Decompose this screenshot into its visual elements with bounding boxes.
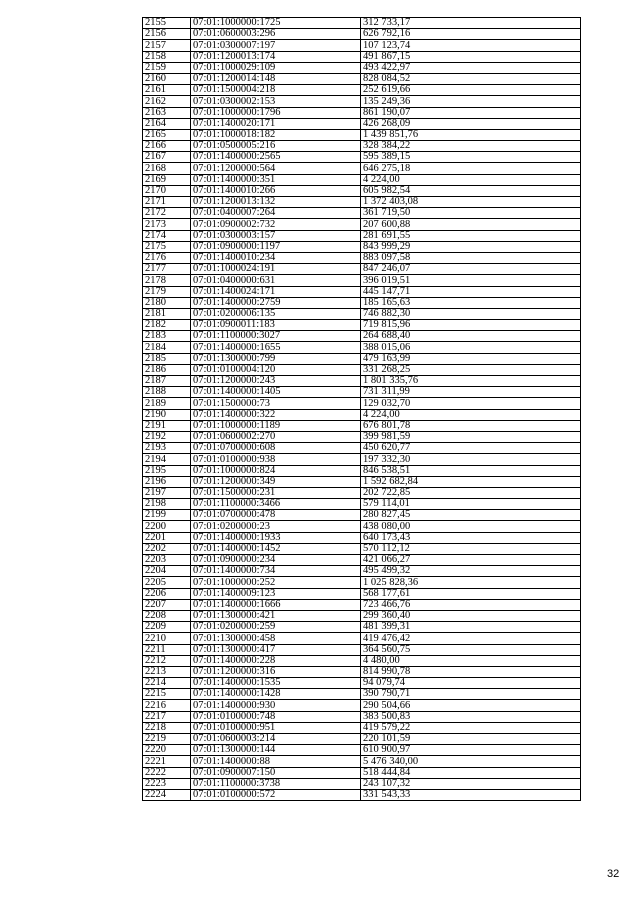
row-number-cell: 2166	[143, 141, 191, 152]
table-row	[143, 532, 581, 543]
cadastral-value-cell: 493 422,97	[361, 62, 581, 73]
row-number-cell: 2203	[143, 555, 191, 566]
row-number-cell: 2180	[143, 297, 191, 308]
row-number-cell: 2171	[143, 197, 191, 208]
cadastral-number-cell: 07:01:0200006:135	[191, 308, 361, 319]
table-row	[143, 387, 581, 398]
cadastral-number-cell: 07:01:1300000:421	[191, 610, 361, 621]
cadastral-value-cell: 4 224,00	[361, 174, 581, 185]
cadastral-number-cell: 07:01:1300000:799	[191, 353, 361, 364]
cadastral-number-cell: 07:01:1500000:73	[191, 398, 361, 409]
row-number-cell: 2211	[143, 644, 191, 655]
table-row	[143, 633, 581, 644]
cadastral-value-cell: 421 066,27	[361, 555, 581, 566]
cadastral-number-cell: 07:01:0100000:572	[191, 789, 361, 800]
row-number-cell: 2163	[143, 107, 191, 118]
row-number-cell: 2164	[143, 118, 191, 129]
row-number-cell: 2212	[143, 655, 191, 666]
cadastral-value-cell: 383 500,83	[361, 711, 581, 722]
table-row	[143, 778, 581, 789]
cadastral-number-cell: 07:01:0300002:153	[191, 96, 361, 107]
cadastral-number-cell: 07:01:0200000:23	[191, 521, 361, 532]
row-number-cell: 2224	[143, 789, 191, 800]
cadastral-number-cell: 07:01:1400000:351	[191, 174, 361, 185]
row-number-cell: 2177	[143, 264, 191, 275]
table-row	[143, 398, 581, 409]
cadastral-number-cell: 07:01:1400000:1428	[191, 689, 361, 700]
cadastral-number-cell: 07:01:0900000:1197	[191, 241, 361, 252]
cadastral-number-cell: 07:01:0600003:296	[191, 29, 361, 40]
row-number-cell: 2199	[143, 510, 191, 521]
row-number-cell: 2167	[143, 152, 191, 163]
table-row	[143, 118, 581, 129]
table-row	[143, 141, 581, 152]
row-number-cell: 2162	[143, 96, 191, 107]
cadastral-number-cell: 07:01:1200013:132	[191, 197, 361, 208]
table-row	[143, 711, 581, 722]
row-number-cell: 2215	[143, 689, 191, 700]
row-number-cell: 2158	[143, 51, 191, 62]
cadastral-number-cell: 07:01:0300007:197	[191, 40, 361, 51]
cadastral-number-cell: 07:01:0900011:183	[191, 320, 361, 331]
cadastral-number-cell: 07:01:1100000:3466	[191, 499, 361, 510]
row-number-cell: 2173	[143, 219, 191, 230]
table-row	[143, 722, 581, 733]
row-number-cell: 2168	[143, 163, 191, 174]
table-row	[143, 510, 581, 521]
cadastral-number-cell: 07:01:0100000:951	[191, 722, 361, 733]
row-number-cell: 2160	[143, 73, 191, 84]
cadastral-number-cell: 07:01:1400000:88	[191, 756, 361, 767]
row-number-cell: 2205	[143, 577, 191, 588]
table-row	[143, 376, 581, 387]
table-row	[143, 197, 581, 208]
cadastral-value-cell: 479 163,99	[361, 353, 581, 364]
cadastral-number-cell: 07:01:0300003:157	[191, 230, 361, 241]
cadastral-number-cell: 07:01:1400000:228	[191, 655, 361, 666]
row-number-cell: 2156	[143, 29, 191, 40]
row-number-cell: 2220	[143, 745, 191, 756]
cadastral-value-cell: 445 147,71	[361, 286, 581, 297]
cadastral-number-cell: 07:01:0600003:214	[191, 734, 361, 745]
table-row	[143, 443, 581, 454]
row-number-cell: 2193	[143, 443, 191, 454]
table-row	[143, 555, 581, 566]
row-number-cell: 2157	[143, 40, 191, 51]
cadastral-number-cell: 07:01:1000024:191	[191, 264, 361, 275]
table-row	[143, 543, 581, 554]
cadastral-number-cell: 07:01:1000018:182	[191, 129, 361, 140]
table-row	[143, 734, 581, 745]
cadastral-value-cell: 135 249,36	[361, 96, 581, 107]
table-row	[143, 789, 581, 800]
table-row	[143, 286, 581, 297]
table-row	[143, 689, 581, 700]
cadastral-value-cell: 450 620,77	[361, 443, 581, 454]
cadastral-number-cell: 07:01:1100000:3027	[191, 331, 361, 342]
cadastral-value-cell: 626 792,16	[361, 29, 581, 40]
cadastral-value-cell: 438 080,00	[361, 521, 581, 532]
cadastral-number-cell: 07:01:0900002:732	[191, 219, 361, 230]
cadastral-value-cell: 312 733,17	[361, 18, 581, 29]
cadastral-number-cell: 07:01:1000000:824	[191, 465, 361, 476]
cadastral-value-cell: 207 600,88	[361, 219, 581, 230]
cadastral-value-cell: 280 827,45	[361, 510, 581, 521]
row-number-cell: 2197	[143, 487, 191, 498]
cadastral-number-cell: 07:01:0100000:938	[191, 454, 361, 465]
page-number: 32	[607, 868, 620, 880]
table-row	[143, 163, 581, 174]
table-row	[143, 521, 581, 532]
cadastral-number-cell: 07:01:1400010:234	[191, 252, 361, 263]
cadastral-number-cell: 07:01:0100004:120	[191, 364, 361, 375]
table-row	[143, 107, 581, 118]
cadastral-number-cell: 07:01:1000000:1796	[191, 107, 361, 118]
cadastral-number-cell: 07:01:1400000:734	[191, 566, 361, 577]
cadastral-number-cell: 07:01:1400009:123	[191, 588, 361, 599]
row-number-cell: 2218	[143, 722, 191, 733]
table-row	[143, 644, 581, 655]
row-number-cell: 2206	[143, 588, 191, 599]
cadastral-value-cell: 396 019,51	[361, 275, 581, 286]
table-row	[143, 241, 581, 252]
table-row	[143, 308, 581, 319]
cadastral-value-cell: 361 719,50	[361, 208, 581, 219]
row-number-cell: 2188	[143, 387, 191, 398]
cadastral-value-cell: 595 389,15	[361, 152, 581, 163]
table-row	[143, 152, 581, 163]
cadastral-value-cell: 328 384,22	[361, 141, 581, 152]
cadastral-value-cell: 1 025 828,36	[361, 577, 581, 588]
table-row	[143, 566, 581, 577]
cadastral-number-cell: 07:01:1400000:1666	[191, 599, 361, 610]
cadastral-value-cell: 281 691,55	[361, 230, 581, 241]
cadastral-value-cell: 1 592 682,84	[361, 476, 581, 487]
row-number-cell: 2207	[143, 599, 191, 610]
table-row	[143, 185, 581, 196]
row-number-cell: 2198	[143, 499, 191, 510]
cadastral-value-cell: 731 311,99	[361, 387, 581, 398]
cadastral-value-cell: 390 790,71	[361, 689, 581, 700]
table-row	[143, 622, 581, 633]
cadastral-value-cell: 723 466,76	[361, 599, 581, 610]
row-number-cell: 2194	[143, 454, 191, 465]
table-row	[143, 431, 581, 442]
row-number-cell: 2165	[143, 129, 191, 140]
row-number-cell: 2201	[143, 532, 191, 543]
cadastral-number-cell: 07:01:1400000:1933	[191, 532, 361, 543]
table-row	[143, 320, 581, 331]
table-row	[143, 465, 581, 476]
row-number-cell: 2187	[143, 376, 191, 387]
table-row	[143, 96, 581, 107]
cadastral-value-cell: 719 815,96	[361, 320, 581, 331]
table-row	[143, 364, 581, 375]
cadastral-number-cell: 07:01:1400000:2565	[191, 152, 361, 163]
row-number-cell: 2170	[143, 185, 191, 196]
cadastral-value-cell: 331 543,33	[361, 789, 581, 800]
cadastral-number-cell: 07:01:1000000:1725	[191, 18, 361, 29]
cadastral-value-cell: 202 722,85	[361, 487, 581, 498]
table-row	[143, 610, 581, 621]
row-number-cell: 2222	[143, 767, 191, 778]
row-number-cell: 2161	[143, 85, 191, 96]
row-number-cell: 2200	[143, 521, 191, 532]
cadastral-number-cell: 07:01:1000029:109	[191, 62, 361, 73]
cadastral-value-cell: 846 538,51	[361, 465, 581, 476]
cadastral-value-cell: 814 990,78	[361, 666, 581, 677]
cadastral-number-cell: 07:01:1400000:322	[191, 409, 361, 420]
cadastral-value-cell: 419 476,42	[361, 633, 581, 644]
cadastral-number-cell: 07:01:1200000:564	[191, 163, 361, 174]
table-row	[143, 487, 581, 498]
table-row	[143, 745, 581, 756]
cadastral-value-cell: 364 560,75	[361, 644, 581, 655]
cadastral-number-cell: 07:01:1400000:1655	[191, 342, 361, 353]
cadastral-value-cell: 640 173,43	[361, 532, 581, 543]
cadastral-value-cell: 518 444,84	[361, 767, 581, 778]
cadastral-number-cell: 07:01:1200013:174	[191, 51, 361, 62]
cadastral-number-cell: 07:01:1400000:1535	[191, 678, 361, 689]
row-number-cell: 2209	[143, 622, 191, 633]
row-number-cell: 2174	[143, 230, 191, 241]
table-row	[143, 85, 581, 96]
row-number-cell: 2182	[143, 320, 191, 331]
table-row	[143, 297, 581, 308]
table-row	[143, 409, 581, 420]
cadastral-value-cell: 843 999,29	[361, 241, 581, 252]
table-row	[143, 666, 581, 677]
cadastral-number-cell: 07:01:1400000:1405	[191, 387, 361, 398]
row-number-cell: 2155	[143, 18, 191, 29]
cadastral-value-table	[142, 17, 581, 801]
cadastral-value-cell: 290 504,66	[361, 700, 581, 711]
cadastral-value-cell: 605 982,54	[361, 185, 581, 196]
row-number-cell: 2185	[143, 353, 191, 364]
table-row	[143, 252, 581, 263]
row-number-cell: 2208	[143, 610, 191, 621]
table-row	[143, 767, 581, 778]
cadastral-value-cell: 331 268,25	[361, 364, 581, 375]
row-number-cell: 2183	[143, 331, 191, 342]
cadastral-number-cell: 07:01:0900007:150	[191, 767, 361, 778]
cadastral-value-cell: 1 801 335,76	[361, 376, 581, 387]
row-number-cell: 2179	[143, 286, 191, 297]
cadastral-value-cell: 861 190,07	[361, 107, 581, 118]
cadastral-value-cell: 4 224,00	[361, 409, 581, 420]
cadastral-value-cell: 495 499,32	[361, 566, 581, 577]
row-number-cell: 2223	[143, 778, 191, 789]
table-row	[143, 51, 581, 62]
row-number-cell: 2217	[143, 711, 191, 722]
table-row	[143, 588, 581, 599]
table-row	[143, 275, 581, 286]
row-number-cell: 2176	[143, 252, 191, 263]
cadastral-value-cell: 129 032,70	[361, 398, 581, 409]
table-row	[143, 208, 581, 219]
cadastral-value-cell: 243 107,32	[361, 778, 581, 789]
row-number-cell: 2213	[143, 666, 191, 677]
table-row	[143, 174, 581, 185]
cadastral-number-cell: 07:01:1200000:349	[191, 476, 361, 487]
cadastral-value-cell: 419 579,22	[361, 722, 581, 733]
row-number-cell: 2169	[143, 174, 191, 185]
table-row	[143, 62, 581, 73]
cadastral-number-cell: 07:01:0700000:478	[191, 510, 361, 521]
cadastral-number-cell: 07:01:1500000:231	[191, 487, 361, 498]
cadastral-value-cell: 426 268,09	[361, 118, 581, 129]
table-body	[143, 18, 581, 801]
table-row	[143, 73, 581, 84]
cadastral-value-cell: 252 619,66	[361, 85, 581, 96]
cadastral-value-cell: 847 246,07	[361, 264, 581, 275]
row-number-cell: 2195	[143, 465, 191, 476]
cadastral-value-cell: 828 084,52	[361, 73, 581, 84]
cadastral-value-cell: 264 688,40	[361, 331, 581, 342]
cadastral-number-cell: 07:01:1300000:417	[191, 644, 361, 655]
cadastral-value-cell: 299 360,40	[361, 610, 581, 621]
cadastral-value-cell: 746 882,30	[361, 308, 581, 319]
row-number-cell: 2210	[143, 633, 191, 644]
row-number-cell: 2172	[143, 208, 191, 219]
cadastral-number-cell: 07:01:0200000:259	[191, 622, 361, 633]
row-number-cell: 2175	[143, 241, 191, 252]
cadastral-number-cell: 07:01:1500004:218	[191, 85, 361, 96]
row-number-cell: 2191	[143, 420, 191, 431]
cadastral-number-cell: 07:01:0700000:608	[191, 443, 361, 454]
cadastral-value-cell: 491 867,15	[361, 51, 581, 62]
table-row	[143, 18, 581, 29]
row-number-cell: 2221	[143, 756, 191, 767]
cadastral-value-cell: 1 439 851,76	[361, 129, 581, 140]
cadastral-value-cell: 399 981,59	[361, 431, 581, 442]
cadastral-value-cell: 570 112,12	[361, 543, 581, 554]
cadastral-value-cell: 220 101,59	[361, 734, 581, 745]
cadastral-number-cell: 07:01:1200000:243	[191, 376, 361, 387]
table-row	[143, 476, 581, 487]
cadastral-value-cell: 388 015,06	[361, 342, 581, 353]
cadastral-number-cell: 07:01:1300000:144	[191, 745, 361, 756]
row-number-cell: 2186	[143, 364, 191, 375]
table-row	[143, 577, 581, 588]
cadastral-value-cell: 610 900,97	[361, 745, 581, 756]
cadastral-value-cell: 197 332,30	[361, 454, 581, 465]
cadastral-number-cell: 07:01:1300000:458	[191, 633, 361, 644]
row-number-cell: 2190	[143, 409, 191, 420]
table-row	[143, 420, 581, 431]
cadastral-value-cell: 579 114,01	[361, 499, 581, 510]
cadastral-number-cell: 07:01:1400020:171	[191, 118, 361, 129]
table-row	[143, 655, 581, 666]
cadastral-number-cell: 07:01:1200000:316	[191, 666, 361, 677]
table-row	[143, 219, 581, 230]
cadastral-value-cell: 4 480,00	[361, 655, 581, 666]
table-row	[143, 331, 581, 342]
cadastral-value-cell: 883 097,58	[361, 252, 581, 263]
cadastral-number-cell: 07:01:1400010:266	[191, 185, 361, 196]
cadastral-value-cell: 481 399,31	[361, 622, 581, 633]
cadastral-number-cell: 07:01:0500005:216	[191, 141, 361, 152]
row-number-cell: 2216	[143, 700, 191, 711]
row-number-cell: 2214	[143, 678, 191, 689]
cadastral-number-cell: 07:01:0400000:631	[191, 275, 361, 286]
table-row	[143, 678, 581, 689]
cadastral-number-cell: 07:01:0100000:748	[191, 711, 361, 722]
cadastral-number-cell: 07:01:1000000:1189	[191, 420, 361, 431]
cadastral-value-cell: 185 165,63	[361, 297, 581, 308]
cadastral-number-cell: 07:01:1400000:1452	[191, 543, 361, 554]
table-row	[143, 129, 581, 140]
cadastral-number-cell: 07:01:0600002:270	[191, 431, 361, 442]
table-row	[143, 454, 581, 465]
table-row	[143, 264, 581, 275]
cadastral-number-cell: 07:01:1400024:171	[191, 286, 361, 297]
cadastral-number-cell: 07:01:1400000:2759	[191, 297, 361, 308]
table-row	[143, 342, 581, 353]
cadastral-value-cell: 676 801,78	[361, 420, 581, 431]
cadastral-value-cell: 568 177,61	[361, 588, 581, 599]
table-row	[143, 700, 581, 711]
table-row	[143, 230, 581, 241]
row-number-cell: 2192	[143, 431, 191, 442]
row-number-cell: 2178	[143, 275, 191, 286]
table-row	[143, 29, 581, 40]
table-row	[143, 499, 581, 510]
table-row	[143, 353, 581, 364]
row-number-cell: 2184	[143, 342, 191, 353]
cadastral-number-cell: 07:01:1400000:930	[191, 700, 361, 711]
table-row	[143, 599, 581, 610]
row-number-cell: 2204	[143, 566, 191, 577]
row-number-cell: 2159	[143, 62, 191, 73]
row-number-cell: 2202	[143, 543, 191, 554]
cadastral-value-cell: 107 123,74	[361, 40, 581, 51]
row-number-cell: 2181	[143, 308, 191, 319]
cadastral-value-cell: 1 372 403,08	[361, 197, 581, 208]
cadastral-number-cell: 07:01:1100000:3738	[191, 778, 361, 789]
table-row	[143, 756, 581, 767]
cadastral-number-cell: 07:01:1200014:148	[191, 73, 361, 84]
cadastral-number-cell: 07:01:1000000:252	[191, 577, 361, 588]
cadastral-value-cell: 5 476 340,00	[361, 756, 581, 767]
row-number-cell: 2196	[143, 476, 191, 487]
cadastral-value-cell: 94 079,74	[361, 678, 581, 689]
cadastral-number-cell: 07:01:0900000:234	[191, 555, 361, 566]
cadastral-number-cell: 07:01:0400007:264	[191, 208, 361, 219]
row-number-cell: 2219	[143, 734, 191, 745]
row-number-cell: 2189	[143, 398, 191, 409]
table-row	[143, 40, 581, 51]
cadastral-value-cell: 646 275,18	[361, 163, 581, 174]
